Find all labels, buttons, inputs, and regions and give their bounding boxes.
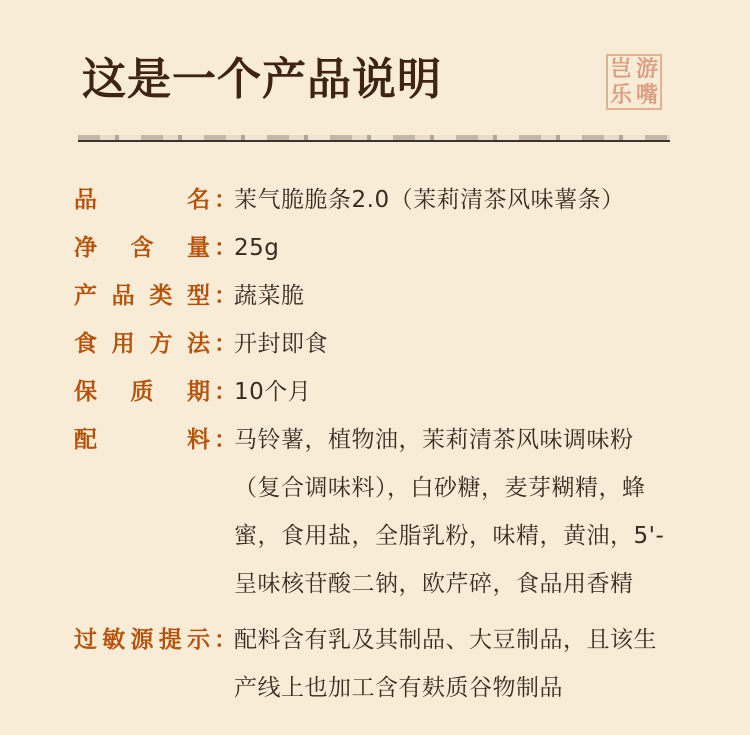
spec-label [74, 272, 237, 320]
seal-char: 嘴 [635, 82, 658, 108]
spec-row-allergen [74, 616, 674, 712]
seal-char: 游 [635, 56, 658, 82]
spec-label [74, 224, 237, 272]
spec-label-text: 品名 [74, 187, 210, 213]
spec-row-ingredients [74, 416, 674, 608]
spec-label [74, 416, 237, 464]
spec-label [74, 176, 237, 224]
spec-label-text: 配料 [74, 427, 210, 453]
spec-row-shelf-life [74, 368, 674, 416]
spec-value: 开封即食 [234, 331, 328, 357]
spec-label [74, 320, 237, 368]
spec-label-text: 食用方法 [74, 331, 210, 357]
seal-char: 乐 [609, 82, 632, 108]
product-spec-list [74, 176, 674, 712]
spec-label-colon: ： [214, 379, 237, 405]
spec-label-colon: ： [214, 627, 237, 653]
spec-row-usage [74, 320, 674, 368]
spec-value: 马铃薯，植物油，茉莉清茶风味调味粉（复合调味料），白砂糖，麦芽糊精，蜂蜜，食用盐，全脂乳粉，味精，黄油，5'-呈味核苷酸二钠，欧芹碎，食品用香精 [234, 427, 665, 597]
seal-stamp [606, 54, 662, 110]
spec-label-text: 净含量 [74, 235, 210, 261]
page-title: 这是一个产品说明 [82, 54, 442, 105]
spec-row-product-type [74, 272, 674, 320]
spec-label-colon: ： [214, 235, 237, 261]
seal-char: 岂 [609, 56, 632, 82]
spec-spacer [74, 608, 674, 616]
spec-value: 蔬菜脆 [234, 283, 305, 309]
spec-label-text: 产品类型 [74, 283, 210, 309]
spec-value: 10个月 [234, 379, 312, 405]
spec-label-colon: ： [214, 283, 237, 309]
spec-label-text: 保质期 [74, 379, 210, 405]
spec-value: 25g [234, 235, 280, 261]
spec-label-text: 过敏源提示 [74, 627, 210, 653]
spec-label-colon: ： [214, 187, 237, 213]
spec-value: 配料含有乳及其制品、大豆制品，且该生产线上也加工含有麸质谷物制品 [234, 627, 657, 701]
spec-row-net-weight [74, 224, 674, 272]
spec-label-colon: ： [214, 331, 237, 357]
spec-row-name [74, 176, 674, 224]
title-divider [78, 140, 670, 142]
spec-label-colon: ： [214, 427, 237, 453]
spec-label [74, 616, 237, 664]
spec-value: 茉气脆脆条2.0（茉莉清茶风味薯条） [234, 187, 625, 213]
spec-label [74, 368, 237, 416]
